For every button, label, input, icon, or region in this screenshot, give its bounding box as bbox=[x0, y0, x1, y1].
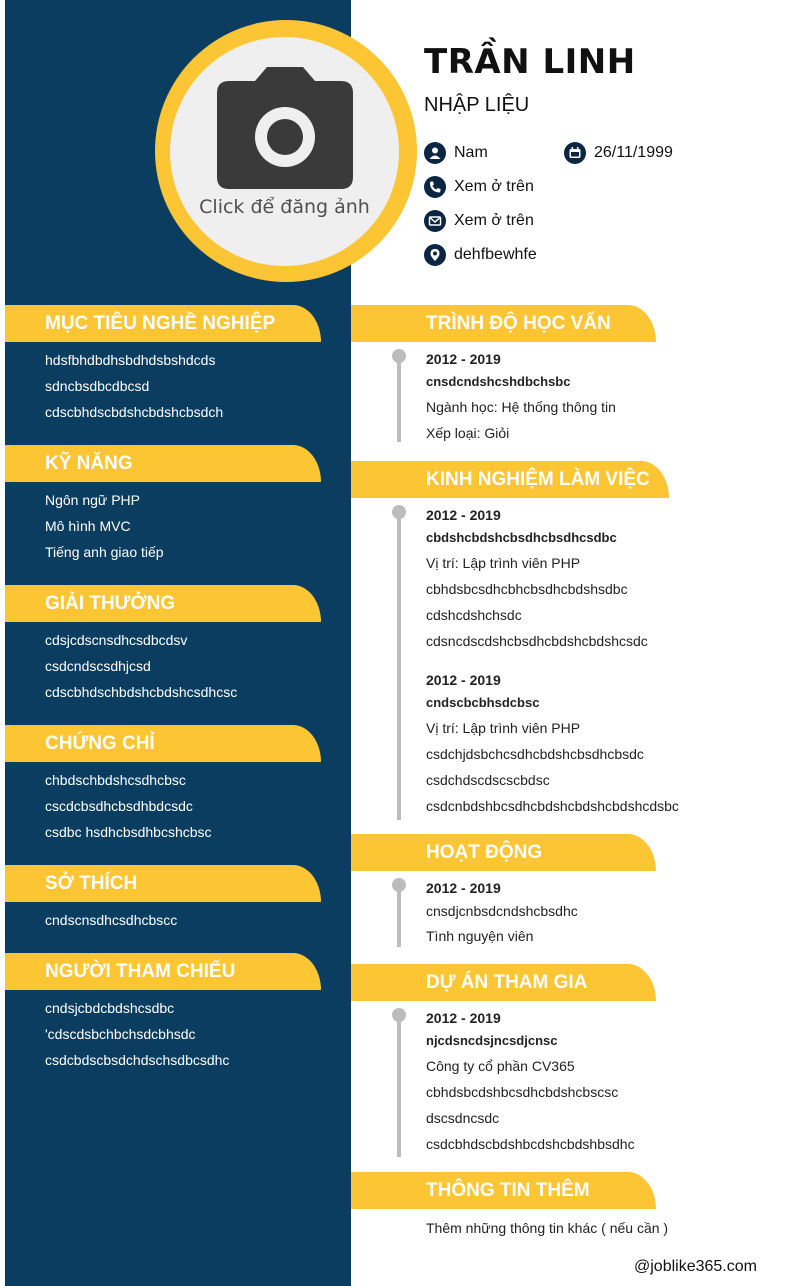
gender-row bbox=[424, 141, 488, 165]
experience-banner bbox=[351, 461, 669, 498]
activity-entry bbox=[426, 880, 578, 954]
timeline-line bbox=[397, 1015, 401, 1157]
project-entry bbox=[426, 1010, 635, 1162]
timeline-dot bbox=[392, 1008, 406, 1022]
birthday-value: 26/11/1999 bbox=[594, 144, 673, 161]
footer-watermark: @joblike365.com bbox=[634, 1258, 757, 1275]
entry-line: Vị trí: Lập trình viên PHP bbox=[426, 720, 581, 736]
photo-caption[interactable]: Click để đăng ảnh bbox=[199, 196, 370, 218]
list-item: Ngôn ngữ PHP bbox=[45, 492, 140, 508]
list-item: csdcbdscbsdchdschsdbcsdhc bbox=[45, 1052, 230, 1068]
list-item: chbdschbdshcsdhcbsc bbox=[45, 772, 186, 788]
education-entry bbox=[426, 351, 616, 451]
job-position: NHẬP LIỆU bbox=[424, 94, 530, 116]
list-item: cndsjcbdcbdshcsdbc bbox=[45, 1000, 175, 1016]
skills-banner bbox=[5, 445, 321, 482]
section-title: SỞ THÍCH bbox=[45, 873, 138, 894]
career-goal-list bbox=[45, 347, 223, 425]
entry-time: 2012 - 2019 bbox=[426, 672, 501, 688]
list-item: cndscnsdhcsdhcbscc bbox=[45, 912, 178, 928]
entry-line: dscsdncsdc bbox=[426, 1110, 500, 1126]
list-item: Tiếng anh giao tiếp bbox=[45, 544, 164, 560]
entry-line: Tình nguyện viên bbox=[426, 928, 534, 944]
email-row bbox=[424, 209, 534, 233]
phone-row bbox=[424, 175, 534, 199]
envelope-icon bbox=[424, 210, 446, 232]
references-banner bbox=[5, 953, 321, 990]
section-title: TRÌNH ĐỘ HỌC VẤN bbox=[426, 313, 611, 334]
entry-line: csdcnbdshbcsdhcbdshcbdshcbdshcdsbc bbox=[426, 798, 679, 814]
timeline-line bbox=[397, 512, 401, 820]
additional-info-banner bbox=[351, 1172, 656, 1209]
list-item: hdsfbhdbdhsbdhdsbshdcds bbox=[45, 352, 216, 368]
certificates-list bbox=[45, 767, 212, 845]
list-item: Mô hình MVC bbox=[45, 518, 131, 534]
entry-line: cbhdsbcdshbcsdhcbdshcbscsc bbox=[426, 1084, 619, 1100]
list-item: cdscbhdschbdshcbdshcsdhcsc bbox=[45, 684, 238, 700]
activities-banner bbox=[351, 834, 656, 871]
list-item: 'cdscdsbchbchsdcbhsdc bbox=[45, 1026, 196, 1042]
email-value: Xem ở trên bbox=[454, 212, 534, 229]
hobbies-banner bbox=[5, 865, 321, 902]
list-item: cscdcbsdhcbsdhbdcsdc bbox=[45, 798, 193, 814]
list-item: csdcndscsdhjcsd bbox=[45, 658, 151, 674]
candidate-name: TRẦN LINH bbox=[424, 42, 636, 82]
section-title: HOẠT ĐỘNG bbox=[426, 842, 543, 863]
timeline-dot bbox=[392, 349, 406, 363]
projects-banner bbox=[351, 964, 656, 1001]
education-banner bbox=[351, 305, 656, 342]
address-value: dehfbewhfe bbox=[454, 246, 537, 263]
experience-entry bbox=[426, 672, 679, 824]
entry-org: cbdshcbdshcbsdhcbsdhcsdbc bbox=[426, 530, 617, 545]
additional-info-text: Thêm những thông tin khác ( nếu cần ) bbox=[426, 1220, 669, 1236]
entry-time: 2012 - 2019 bbox=[426, 507, 501, 523]
entry-org: cnsdcndshcshdbchsbc bbox=[426, 374, 571, 389]
section-title: CHỨNG CHỈ bbox=[45, 733, 155, 754]
awards-list bbox=[45, 627, 237, 705]
section-title: GIẢI THƯỞNG bbox=[45, 593, 176, 614]
entry-line: csdchjdsbchcsdhcbdshcbsdhcbsdc bbox=[426, 746, 644, 762]
section-title: NGƯỜI THAM CHIẾU bbox=[45, 961, 236, 982]
list-item: cdscbhdscbdshcbdshcbsdch bbox=[45, 404, 224, 420]
entry-line: cdshcdshchsdc bbox=[426, 607, 522, 623]
awards-banner bbox=[5, 585, 321, 622]
certificates-banner bbox=[5, 725, 321, 762]
timeline-line bbox=[397, 356, 401, 442]
experience-entry bbox=[426, 507, 648, 659]
list-item: csdbc hsdhcbsdhbcshcbsc bbox=[45, 824, 212, 840]
entry-line: csdcbhdscbdshbcdshcbdshbsdhc bbox=[426, 1136, 635, 1152]
entry-time: 2012 - 2019 bbox=[426, 351, 501, 367]
career-goal-banner bbox=[5, 305, 321, 342]
list-item: sdncbsdbcdbcsd bbox=[45, 378, 150, 394]
entry-line: cdsncdscdshcbsdhcbdshcbdshcsdc bbox=[426, 633, 648, 649]
skills-list bbox=[45, 487, 164, 565]
timeline-line bbox=[397, 885, 401, 947]
camera-icon[interactable] bbox=[215, 67, 355, 191]
list-item: cdsjcdscnsdhcsdbcdsv bbox=[45, 632, 188, 648]
entry-org: cndscbcbhsdcbsc bbox=[426, 695, 540, 710]
section-title: DỰ ÁN THAM GIA bbox=[426, 972, 588, 993]
entry-time: 2012 - 2019 bbox=[426, 880, 501, 896]
references-list bbox=[45, 995, 229, 1073]
entry-line: Ngành học: Hệ thống thông tin bbox=[426, 399, 616, 415]
phone-value: Xem ở trên bbox=[454, 178, 534, 195]
phone-icon bbox=[424, 176, 446, 198]
section-title: KỸ NĂNG bbox=[45, 453, 133, 474]
hobbies-list bbox=[45, 907, 177, 933]
entry-line: Vị trí: Lập trình viên PHP bbox=[426, 555, 581, 571]
entry-line: Xếp loại: Giỏi bbox=[426, 425, 510, 441]
section-title: KINH NGHIỆM LÀM VIỆC bbox=[426, 469, 650, 490]
section-title: MỤC TIÊU NGHỀ NGHIỆP bbox=[45, 313, 276, 334]
timeline-dot bbox=[392, 878, 406, 892]
gender-value: Nam bbox=[454, 144, 488, 161]
calendar-icon bbox=[564, 142, 586, 164]
address-row bbox=[424, 243, 537, 267]
timeline-dot bbox=[392, 505, 406, 519]
location-pin-icon bbox=[424, 244, 446, 266]
entry-org: cnsdjcnbsdcndshcbsdhc bbox=[426, 903, 578, 919]
entry-org: njcdsncdsjncsdjcnsc bbox=[426, 1033, 558, 1048]
user-icon bbox=[424, 142, 446, 164]
entry-time: 2012 - 2019 bbox=[426, 1010, 501, 1026]
entry-line: csdchdscdscscbdsc bbox=[426, 772, 550, 788]
entry-line: Công ty cổ phần CV365 bbox=[426, 1058, 575, 1074]
birthday-row bbox=[564, 141, 673, 165]
entry-line: cbhdsbcsdhcbhcbsdhcbdshsdbc bbox=[426, 581, 628, 597]
section-title: THÔNG TIN THÊM bbox=[426, 1180, 590, 1201]
